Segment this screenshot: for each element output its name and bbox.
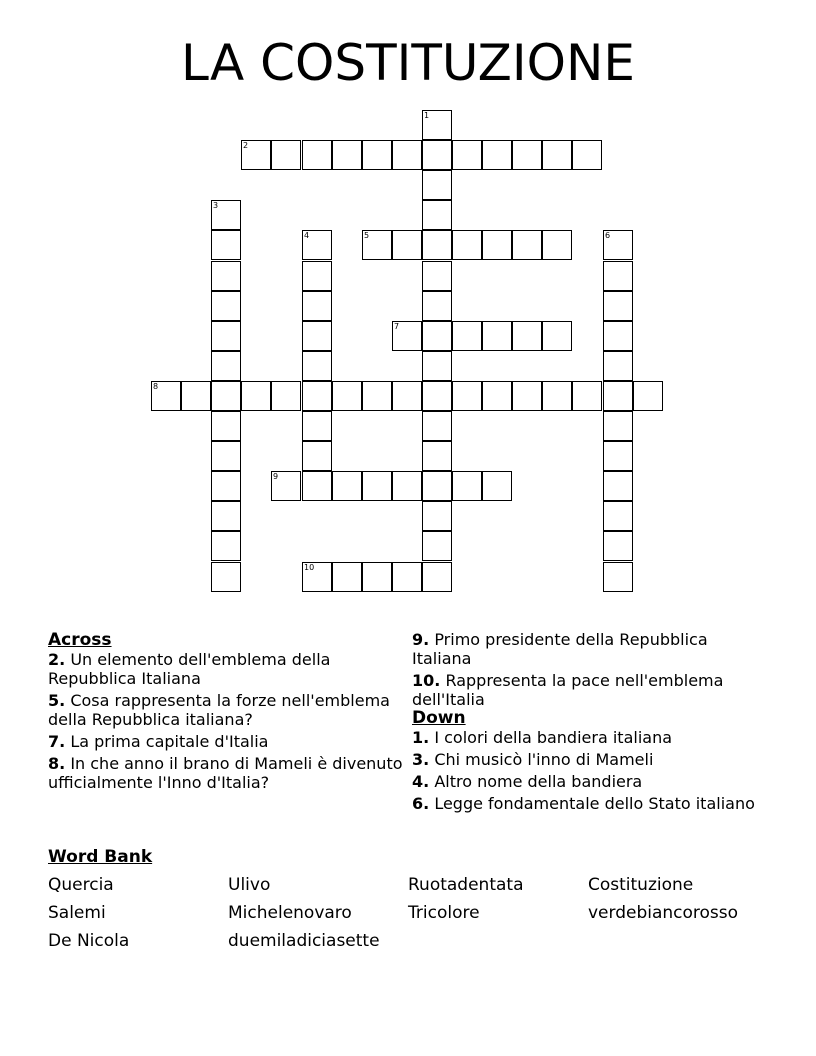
grid-cell[interactable] — [422, 261, 452, 291]
grid-cell[interactable] — [542, 381, 572, 411]
grid-cell[interactable] — [603, 261, 633, 291]
grid-cell[interactable] — [302, 441, 332, 471]
word-bank-item: duemiladiciasette — [228, 931, 380, 951]
grid-cell[interactable] — [633, 381, 663, 411]
clue-number: 5 — [364, 231, 370, 240]
grid-cell[interactable] — [211, 531, 241, 561]
grid-cell[interactable] — [211, 351, 241, 381]
grid-cell[interactable] — [422, 170, 452, 200]
grid-cell[interactable] — [603, 562, 633, 592]
puzzle-title: LA COSTITUZIONE — [180, 34, 635, 92]
clue-down-3: 3. Chi musicò l'inno di Mameli — [412, 750, 654, 769]
across-heading: Across — [48, 630, 112, 650]
grid-cell[interactable] — [572, 381, 602, 411]
grid-cell[interactable] — [302, 411, 332, 441]
grid-cell[interactable] — [422, 351, 452, 381]
grid-cell[interactable] — [211, 501, 241, 531]
grid-cell[interactable] — [271, 140, 301, 170]
grid-cell[interactable] — [482, 471, 512, 501]
grid-cell[interactable] — [392, 562, 422, 592]
grid-cell[interactable] — [422, 531, 452, 561]
grid-cell[interactable] — [452, 381, 482, 411]
grid-cell[interactable] — [362, 471, 392, 501]
grid-cell[interactable] — [422, 441, 452, 471]
grid-cell[interactable] — [302, 261, 332, 291]
grid-cell[interactable] — [422, 230, 452, 260]
grid-cell[interactable] — [392, 471, 422, 501]
clue-down-1: 1. I colori della bandiera italiana — [412, 728, 673, 747]
grid-cell[interactable] — [603, 441, 633, 471]
grid-cell[interactable] — [211, 562, 241, 592]
grid-cell[interactable] — [512, 381, 542, 411]
grid-cell[interactable] — [332, 562, 362, 592]
word-bank-item: Ulivo — [228, 875, 271, 895]
grid-cell[interactable] — [603, 230, 633, 260]
grid-cell[interactable] — [211, 291, 241, 321]
clue-across-7: 7. La prima capitale d'Italia — [48, 732, 269, 751]
grid-cell[interactable] — [181, 381, 211, 411]
clue-across-9: 9. Primo presidente della Repubblica Italiana — [412, 630, 708, 668]
grid-cell[interactable] — [332, 140, 362, 170]
word-bank-item: Tricolore — [408, 903, 480, 923]
grid-cell[interactable] — [603, 471, 633, 501]
grid-cell[interactable] — [302, 230, 332, 260]
clue-number: 2 — [243, 141, 249, 150]
grid-cell[interactable] — [422, 200, 452, 230]
grid-cell[interactable] — [422, 291, 452, 321]
clue-number: 10 — [304, 563, 315, 572]
grid-cell[interactable] — [422, 381, 452, 411]
grid-cell[interactable] — [211, 441, 241, 471]
grid-cell[interactable] — [241, 381, 271, 411]
grid-cell[interactable] — [211, 230, 241, 260]
grid-cell[interactable] — [422, 471, 452, 501]
grid-cell[interactable] — [542, 140, 572, 170]
down-heading: Down — [412, 708, 466, 728]
grid-cell[interactable] — [452, 230, 482, 260]
grid-cell[interactable] — [452, 471, 482, 501]
clue-down-6: 6. Legge fondamentale dello Stato italiano — [412, 794, 755, 813]
grid-cell[interactable] — [422, 140, 452, 170]
word-bank-item: De Nicola — [48, 931, 130, 951]
grid-cell[interactable] — [332, 381, 362, 411]
clue-across-2: 2. Un elemento dell'emblema della Repubblica Italiana — [48, 650, 331, 688]
grid-cell[interactable] — [362, 381, 392, 411]
grid-cell[interactable] — [603, 531, 633, 561]
grid-cell[interactable] — [603, 291, 633, 321]
clue-down-4: 4. Altro nome della bandiera — [412, 772, 643, 791]
grid-cell[interactable] — [302, 351, 332, 381]
grid-cell[interactable] — [603, 411, 633, 441]
word-bank-item: verdebiancorosso — [588, 903, 739, 923]
grid-cell[interactable] — [211, 471, 241, 501]
grid-cell[interactable] — [452, 140, 482, 170]
grid-cell[interactable] — [151, 381, 181, 411]
grid-cell[interactable] — [362, 562, 392, 592]
grid-cell[interactable] — [422, 411, 452, 441]
grid-cell[interactable] — [452, 321, 482, 351]
grid-cell[interactable] — [392, 381, 422, 411]
clue-number: 3 — [213, 201, 219, 210]
grid-cell[interactable] — [302, 321, 332, 351]
word-bank-item: Costituzione — [588, 875, 694, 895]
grid-cell[interactable] — [542, 321, 572, 351]
clue-number: 7 — [394, 322, 400, 331]
grid-cell[interactable] — [271, 381, 301, 411]
grid-cell[interactable] — [512, 230, 542, 260]
grid-cell[interactable] — [603, 381, 633, 411]
grid-cell[interactable] — [392, 321, 422, 351]
grid-cell[interactable] — [512, 321, 542, 351]
word-bank-item: Ruotadentata — [408, 875, 524, 895]
grid-cell[interactable] — [603, 351, 633, 381]
grid-cell[interactable] — [542, 230, 572, 260]
grid-cell[interactable] — [302, 471, 332, 501]
grid-cell[interactable] — [482, 140, 512, 170]
grid-cell[interactable] — [241, 140, 271, 170]
grid-cell[interactable] — [422, 501, 452, 531]
word-bank-item: Salemi — [48, 903, 106, 923]
grid-cell[interactable] — [482, 230, 512, 260]
clue-number: 1 — [424, 111, 430, 120]
grid-cell[interactable] — [211, 200, 241, 230]
grid-cell[interactable] — [422, 562, 452, 592]
grid-cell[interactable] — [211, 261, 241, 291]
grid-cell[interactable] — [211, 321, 241, 351]
word-bank-item: Quercia — [48, 875, 114, 895]
clue-number: 4 — [304, 231, 310, 240]
clue-across-10: 10. Rappresenta la pace nell'emblema dell'Italia — [412, 671, 724, 709]
grid-cell[interactable] — [362, 230, 392, 260]
clue-across-5: 5. Cosa rappresenta la forze nell'emblema della Repubblica italiana? — [48, 691, 390, 729]
grid-cell[interactable] — [302, 381, 332, 411]
clue-number: 9 — [273, 472, 279, 481]
grid-cell[interactable] — [302, 562, 332, 592]
grid-cell[interactable] — [211, 411, 241, 441]
grid-cell[interactable] — [271, 471, 301, 501]
grid-cell[interactable] — [603, 501, 633, 531]
grid-cell[interactable] — [482, 321, 512, 351]
grid-cell[interactable] — [302, 291, 332, 321]
clues-column-right — [412, 630, 772, 816]
grid-cell[interactable] — [482, 381, 512, 411]
grid-cell[interactable] — [422, 321, 452, 351]
grid-cell[interactable] — [603, 321, 633, 351]
clue-across-8: 8. In che anno il brano di Mameli è divenuto ufficialmente l'Inno d'Italia? — [48, 754, 403, 792]
grid-cell[interactable] — [211, 381, 241, 411]
clue-number: 6 — [605, 231, 611, 240]
grid-cell[interactable] — [302, 140, 332, 170]
word-bank-item: Michelenovaro — [228, 903, 352, 923]
grid-cell[interactable] — [512, 140, 542, 170]
clues-column-left — [48, 630, 408, 795]
grid-cell[interactable] — [392, 140, 422, 170]
grid-cell[interactable] — [572, 140, 602, 170]
grid-cell[interactable] — [362, 140, 392, 170]
grid-cell[interactable] — [392, 230, 422, 260]
clue-number: 8 — [153, 382, 159, 391]
grid-cell[interactable] — [422, 110, 452, 140]
grid-cell[interactable] — [332, 471, 362, 501]
word-bank-heading: Word Bank — [48, 847, 153, 867]
